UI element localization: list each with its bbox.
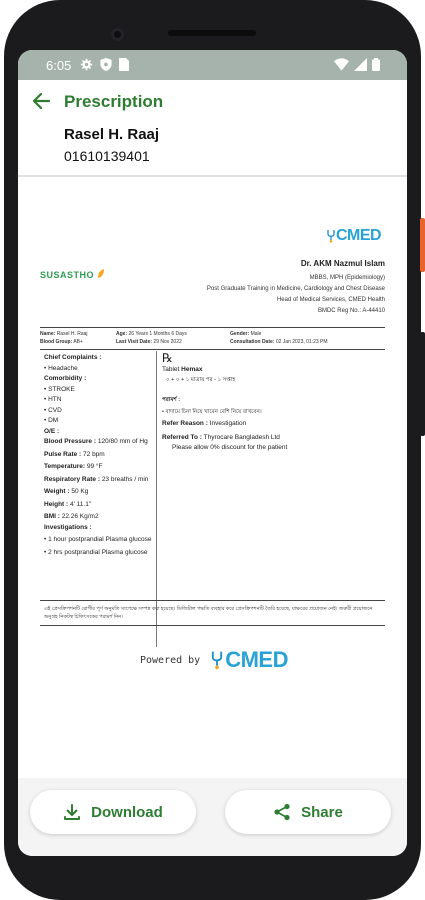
signal-icon bbox=[354, 58, 367, 71]
comorbidity-item: • CVD bbox=[44, 406, 62, 414]
doctor-reg: BMDC Reg No.: A-44410 bbox=[317, 308, 385, 314]
info-age: Age: 26 Years 1 Months 6 Days bbox=[116, 331, 187, 337]
doc-rule bbox=[40, 327, 385, 328]
bmi-row: BMI : 22.26 Kg/m2 bbox=[44, 513, 99, 520]
gear-icon bbox=[80, 58, 93, 71]
powered-by bbox=[140, 647, 288, 673]
doctor-position: Head of Medical Services, CMED Health bbox=[276, 297, 385, 303]
height-row: Height : 4' 11.1" bbox=[44, 500, 92, 508]
doctor-info bbox=[207, 259, 385, 315]
rx-symbol: ℞ bbox=[162, 351, 173, 365]
prescription-document[interactable] bbox=[18, 177, 407, 802]
bottom-action-bar bbox=[18, 778, 407, 856]
cmed-logo bbox=[336, 227, 381, 245]
bp-row: Blood Pressure : 120/80 mm of Hg bbox=[44, 438, 148, 445]
info-gender: Gender: Male bbox=[230, 331, 262, 337]
investigations-label: Investigations : bbox=[44, 523, 92, 531]
front-camera bbox=[111, 28, 124, 41]
share-label: Share bbox=[301, 803, 343, 821]
doctor-training: Post Graduate Training in Medicine, Cardiology and Chest Disease bbox=[206, 286, 385, 292]
download-button[interactable] bbox=[30, 790, 196, 834]
weight-row: Weight : 50 Kg bbox=[44, 488, 89, 495]
comorbidity-item: • HTN bbox=[44, 396, 62, 403]
susastho-logo-text: SUSASTHO bbox=[40, 270, 95, 280]
app-bar bbox=[18, 80, 407, 175]
shield-icon bbox=[100, 58, 112, 71]
earpiece-speaker bbox=[168, 30, 256, 36]
status-time: 6:05 bbox=[46, 58, 72, 73]
chief-complaints-label: Chief Complaints : bbox=[44, 354, 102, 361]
doctor-name: Dr. AKM Nazmul Islam bbox=[300, 259, 385, 268]
powered-cmed-logo bbox=[210, 647, 288, 673]
cmed-logo-text: CMED bbox=[336, 227, 382, 244]
referred-to: Referred To : Thyrocare Bangladesh Ltd bbox=[162, 434, 280, 441]
stethoscope-icon bbox=[326, 229, 336, 243]
info-consult: Consultation Date: 02 Jan 2023, 01:23 PM bbox=[230, 339, 328, 345]
patient-name: Rasel H. Raaj bbox=[64, 126, 160, 143]
doc-rule-4 bbox=[40, 625, 385, 626]
comorbidity-label: Comorbidity : bbox=[44, 375, 87, 382]
medicine-dose: ০ + ০ + ১ মাত্রায় পর - ১ সপ্তাহ bbox=[166, 377, 236, 383]
powered-cmed-text: CMED bbox=[225, 647, 288, 672]
patient-phone: 01610139401 bbox=[64, 148, 150, 164]
powered-by-label: Powered by bbox=[140, 654, 201, 666]
doc-rule-2 bbox=[40, 349, 385, 350]
battery-icon bbox=[372, 58, 380, 71]
footer-note: এই প্রেসক্রিপশনটি রোগীর পূর্ণ অনুমতি সাপেক্ষে সম্পন্ন করা হয়েছে। ডিজিটাল পদ্ধতি ব্যবহার করে প্রেসক্রিপশনটি তৈরি হয়েছে, যাক্ষরের প্রয়োজন নেই। জরুরী প্রয়োজনে অনুগ্রহ নিকটস্থ চিকিৎসকের পরামর্শ নিন। bbox=[44, 606, 373, 620]
column-divider bbox=[156, 351, 157, 647]
screen bbox=[18, 50, 407, 856]
investigation-item: • 1 hour postprandial Plasma glucose bbox=[44, 536, 152, 543]
sim-icon bbox=[119, 58, 129, 71]
temp-row: Temperature: 99 °F bbox=[44, 463, 103, 470]
doctor-degree: MBBS, MPH (Epidemiology) bbox=[309, 275, 385, 281]
info-name: Name: Rasel H. Raaj bbox=[40, 331, 88, 337]
refer-reason: Refer Reason : Investigation bbox=[162, 420, 247, 427]
doc-rule-3 bbox=[40, 600, 385, 601]
oe-label: O/E : bbox=[44, 427, 60, 435]
page-title: Prescription bbox=[64, 92, 164, 111]
pulse-row: Pulse Rate : 72 bpm bbox=[44, 450, 105, 458]
wifi-icon bbox=[334, 58, 349, 71]
resp-row: Respiratory Rate : 23 breaths / min bbox=[44, 475, 149, 483]
clinical-findings bbox=[44, 353, 154, 558]
comorbidity-item: • STROKE bbox=[44, 385, 75, 393]
share-icon bbox=[273, 803, 291, 821]
back-arrow-icon[interactable] bbox=[32, 92, 50, 110]
chief-complaint-item: • Headache bbox=[44, 364, 78, 372]
patient-info bbox=[40, 331, 385, 351]
advice-item: • বাদামে চিনা নিয়ে খাবেন বেশি নিয়ে রাখবেন। bbox=[162, 409, 262, 415]
info-blood: Blood Group: AB+ bbox=[40, 339, 83, 345]
info-last-visit: Last Visit Date: 29 Nov 2022 bbox=[116, 339, 182, 345]
medicine-name: Tablet Hemax bbox=[162, 366, 203, 373]
leaf-icon bbox=[97, 269, 105, 279]
share-button[interactable] bbox=[225, 790, 391, 834]
download-icon bbox=[63, 803, 81, 821]
stethoscope-icon bbox=[210, 649, 224, 671]
comorbidity-item: • DM bbox=[44, 417, 59, 424]
volume-button bbox=[420, 332, 425, 436]
rx-section bbox=[162, 353, 382, 453]
status-bar bbox=[18, 50, 407, 80]
power-button bbox=[420, 218, 425, 272]
susastho-logo bbox=[40, 269, 105, 280]
download-label: Download bbox=[91, 803, 163, 821]
advice-label: পরামর্শ : bbox=[162, 397, 181, 403]
investigation-item: • 2 hrs postprandial Plasma glucose bbox=[44, 548, 148, 556]
discount-note: Please allow 0% discount for the patient bbox=[172, 444, 288, 451]
